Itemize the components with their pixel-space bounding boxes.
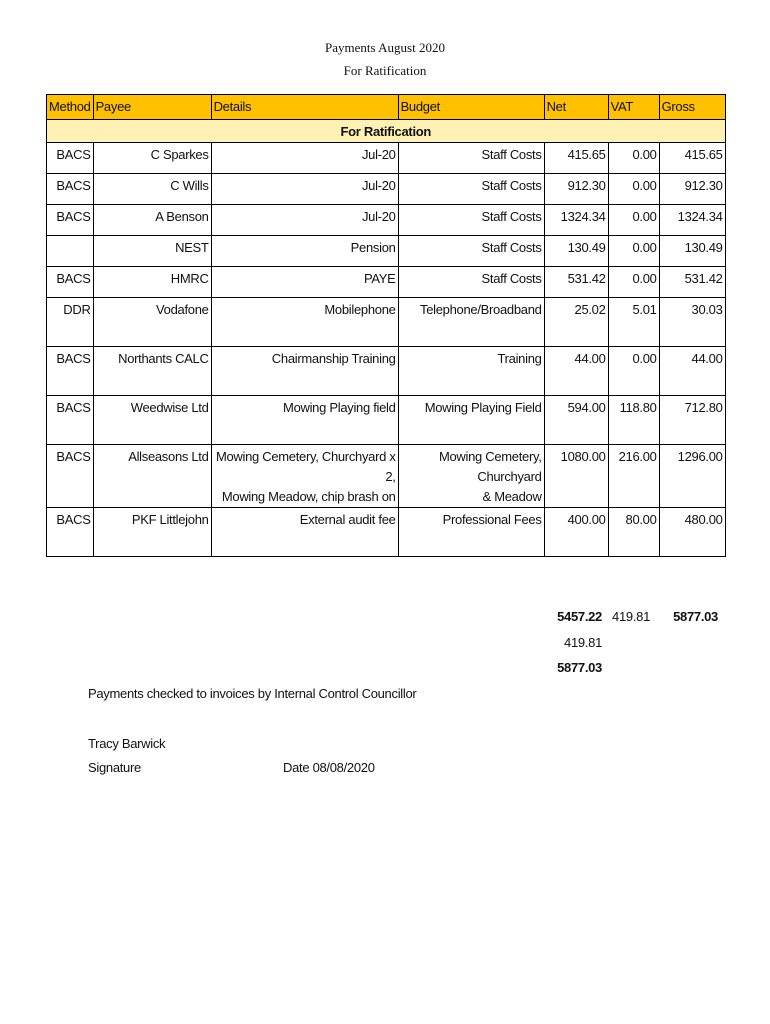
cell-budget: Training bbox=[398, 347, 544, 396]
cell-payee: NEST bbox=[93, 236, 211, 267]
cell-net: 1324.34 bbox=[544, 205, 608, 236]
cell-gross: 1296.00 bbox=[659, 445, 725, 508]
table-row bbox=[47, 508, 726, 557]
cell-gross: 415.65 bbox=[659, 143, 725, 174]
cell-net: 912.30 bbox=[544, 174, 608, 205]
header-budget: Budget bbox=[398, 95, 544, 120]
cell-net: 25.02 bbox=[544, 298, 608, 347]
cell-net: 44.00 bbox=[544, 347, 608, 396]
table-row bbox=[47, 143, 726, 174]
table-row bbox=[47, 396, 726, 445]
cell-details: Chairmanship Training bbox=[211, 347, 398, 396]
cell-details: External audit fee bbox=[211, 508, 398, 557]
cell-method bbox=[47, 236, 94, 267]
cell-payee: A Benson bbox=[93, 205, 211, 236]
blank-row bbox=[47, 557, 726, 608]
cell-gross: 912.30 bbox=[659, 174, 725, 205]
cell-payee: C Wills bbox=[93, 174, 211, 205]
cell-budget: Staff Costs bbox=[398, 267, 544, 298]
table-row bbox=[47, 445, 726, 508]
cell-vat: 0.00 bbox=[608, 347, 659, 396]
cell-gross: 44.00 bbox=[659, 347, 725, 396]
gross-total-repeat: 5877.03 bbox=[557, 660, 602, 675]
table-row bbox=[47, 347, 726, 396]
cell-method: BACS bbox=[47, 347, 94, 396]
cell-method: BACS bbox=[47, 143, 94, 174]
cell-details: Jul-20 bbox=[211, 143, 398, 174]
cell-details: PAYE bbox=[211, 267, 398, 298]
cell-details bbox=[211, 445, 398, 508]
header-vat: VAT bbox=[608, 95, 659, 120]
cell-method: BACS bbox=[47, 205, 94, 236]
cell-vat: 216.00 bbox=[608, 445, 659, 508]
cell-gross: 30.03 bbox=[659, 298, 725, 347]
cell-vat: 5.01 bbox=[608, 298, 659, 347]
cell-method: BACS bbox=[47, 396, 94, 445]
table-row bbox=[47, 267, 726, 298]
vat-total-repeat: 419.81 bbox=[564, 635, 602, 650]
cell-details: Mobilephone bbox=[211, 298, 398, 347]
cell-gross: 130.49 bbox=[659, 236, 725, 267]
cell-gross: 712.80 bbox=[659, 396, 725, 445]
cell-payee: Northants CALC bbox=[93, 347, 211, 396]
cell-net: 1080.00 bbox=[544, 445, 608, 508]
page-title: Payments August 2020 bbox=[325, 40, 445, 55]
cell-budget: Staff Costs bbox=[398, 205, 544, 236]
cell-details: Pension bbox=[211, 236, 398, 267]
cell-budget: Professional Fees bbox=[398, 508, 544, 557]
cell-net: 130.49 bbox=[544, 236, 608, 267]
cell-gross: 1324.34 bbox=[659, 205, 725, 236]
cell-net: 531.42 bbox=[544, 267, 608, 298]
details-line-2: Mowing Meadow, chip brash on bbox=[221, 489, 396, 504]
cell-method: DDR bbox=[47, 298, 94, 347]
table-row bbox=[47, 298, 726, 347]
cell-gross: 480.00 bbox=[659, 508, 725, 557]
cell-budget: Mowing Playing Field bbox=[398, 396, 544, 445]
cell-vat: 118.80 bbox=[608, 396, 659, 445]
budget-line-1: Mowing Cemetery, Churchyard bbox=[438, 449, 542, 484]
cell-vat: 80.00 bbox=[608, 508, 659, 557]
checked-statement: Payments checked to invoices by Internal Control Councillor bbox=[88, 686, 417, 701]
cell-details: Jul-20 bbox=[211, 205, 398, 236]
date-text: Date 08/08/2020 bbox=[283, 760, 375, 775]
cell-net: 400.00 bbox=[544, 508, 608, 557]
cell-vat: 0.00 bbox=[608, 267, 659, 298]
cell-gross: 531.42 bbox=[659, 267, 725, 298]
cell-net: 415.65 bbox=[544, 143, 608, 174]
budget-line-2: & Meadow bbox=[482, 489, 542, 504]
details-line-1: Mowing Cemetery, Churchyard x 2, bbox=[215, 449, 396, 484]
table-row bbox=[47, 205, 726, 236]
cell-budget: Staff Costs bbox=[398, 174, 544, 205]
section-label: For Ratification bbox=[47, 120, 726, 143]
cell-vat: 0.00 bbox=[608, 143, 659, 174]
cell-details: Mowing Playing field bbox=[211, 396, 398, 445]
cell-budget bbox=[398, 445, 544, 508]
cell-budget: Telephone/Broadband bbox=[398, 298, 544, 347]
net-total: 5457.22 bbox=[557, 609, 602, 624]
cell-method: BACS bbox=[47, 267, 94, 298]
cell-vat: 0.00 bbox=[608, 236, 659, 267]
header-net: Net bbox=[544, 95, 608, 120]
table-row bbox=[47, 236, 726, 267]
page-subtitle: For Ratification bbox=[343, 63, 427, 78]
cell-method: BACS bbox=[47, 445, 94, 508]
section-row bbox=[47, 120, 726, 143]
cell-payee: Allseasons Ltd bbox=[93, 445, 211, 508]
cell-payee: PKF Littlejohn bbox=[93, 508, 211, 557]
cell-payee: Weedwise Ltd bbox=[93, 396, 211, 445]
cell-details: Jul-20 bbox=[211, 174, 398, 205]
cell-payee: HMRC bbox=[93, 267, 211, 298]
vat-total: 419.81 bbox=[612, 609, 650, 624]
payments-table bbox=[46, 94, 726, 607]
table-row bbox=[47, 174, 726, 205]
cell-net: 594.00 bbox=[544, 396, 608, 445]
empty-cell bbox=[47, 557, 94, 608]
cell-vat: 0.00 bbox=[608, 205, 659, 236]
header-details: Details bbox=[211, 95, 398, 120]
cell-budget: Staff Costs bbox=[398, 236, 544, 267]
table-header-row bbox=[47, 95, 726, 120]
signature-label: Signature bbox=[88, 760, 141, 775]
cell-budget: Staff Costs bbox=[398, 143, 544, 174]
header-method: Method bbox=[47, 95, 94, 120]
cell-method: BACS bbox=[47, 508, 94, 557]
cell-vat: 0.00 bbox=[608, 174, 659, 205]
header-gross: Gross bbox=[659, 95, 725, 120]
cell-method: BACS bbox=[47, 174, 94, 205]
councillor-name: Tracy Barwick bbox=[88, 736, 166, 751]
cell-payee: Vodafone bbox=[93, 298, 211, 347]
header-payee: Payee bbox=[93, 95, 211, 120]
cell-payee: C Sparkes bbox=[93, 143, 211, 174]
gross-total: 5877.03 bbox=[673, 609, 718, 624]
